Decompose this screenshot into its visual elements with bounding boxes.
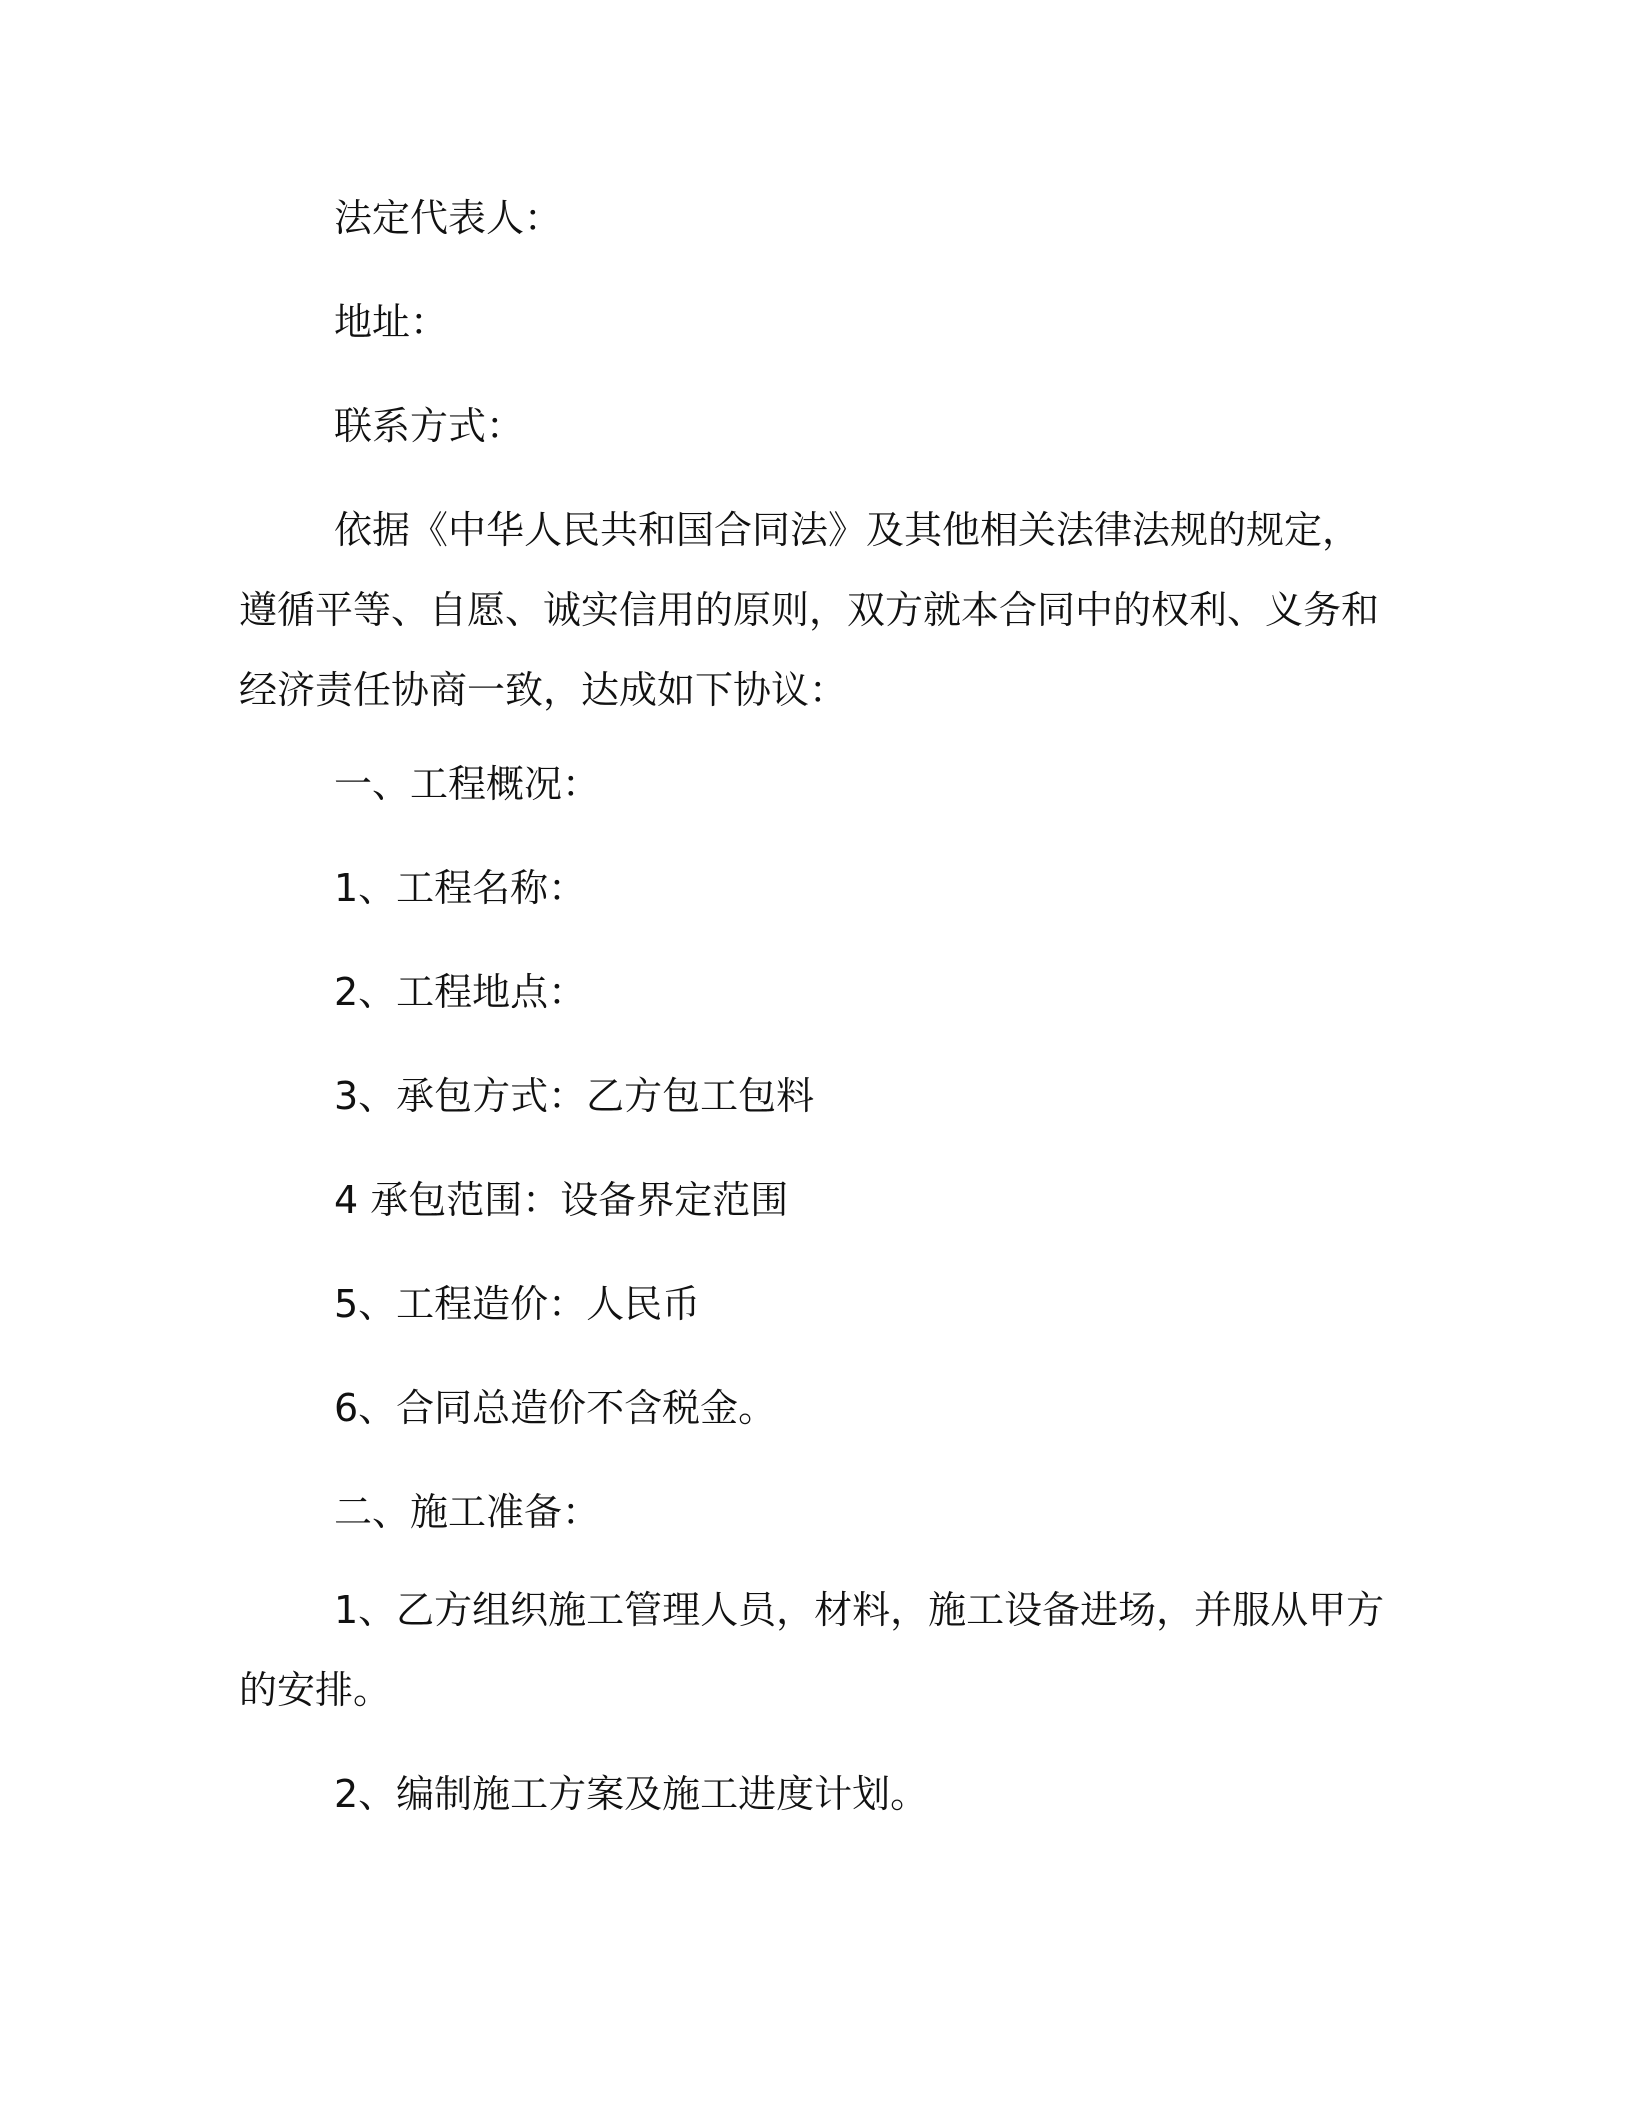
legal-representative-line: 法定代表人： xyxy=(334,196,563,240)
project-location-item: 2、工程地点： xyxy=(334,970,587,1014)
construction-prep-item-1: 1、乙方组织施工管理人员，材料，施工设备进场，并服从甲方的安排。 xyxy=(239,1588,1385,1712)
contact-line: 联系方式： xyxy=(334,404,525,448)
contract-scope-item: 4 承包范围：设备界定范围 xyxy=(334,1178,789,1222)
total-price-note-item: 6、合同总造价不含税金。 xyxy=(334,1386,777,1430)
contract-method-item: 3、承包方式：乙方包工包料 xyxy=(334,1074,815,1118)
address-line: 地址： xyxy=(334,300,449,344)
project-name-item: 1、工程名称： xyxy=(334,866,587,910)
construction-prep-item-2: 2、编制施工方案及施工进度计划。 xyxy=(334,1772,929,1816)
project-cost-item: 5、工程造价：人民币 xyxy=(334,1282,701,1326)
intro-paragraph: 依据《中华人民共和国合同法》及其他相关法律法规的规定，遵循平等、自愿、诚实信用的原则，双方就本合同中的权利、义务和经济责任协商一致，达成如下协议： xyxy=(239,508,1380,712)
section-1-heading: 一、工程概况： xyxy=(334,762,601,806)
section-2-heading: 二、施工准备： xyxy=(334,1490,601,1534)
